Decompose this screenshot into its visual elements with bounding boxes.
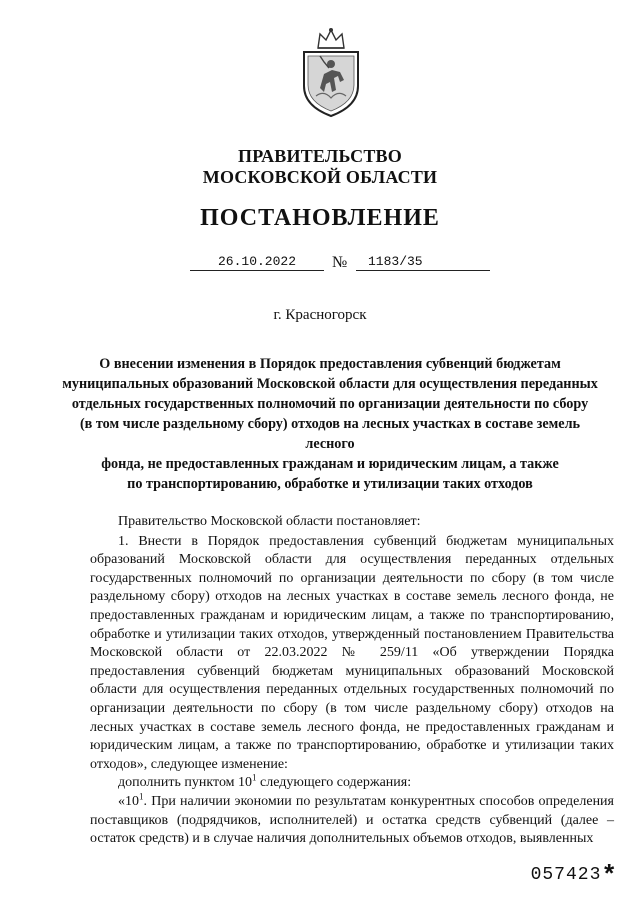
text: «10 bbox=[118, 793, 139, 809]
subject-line: муниципальных образований Московской области для осуществления переданных bbox=[62, 376, 598, 392]
document-date: 26.10.2022 bbox=[190, 254, 324, 271]
document-number: 1183/35 bbox=[356, 254, 490, 271]
org-line-1: ПРАВИТЕЛЬСТВО bbox=[238, 146, 402, 166]
asterisk-mark: * bbox=[601, 861, 618, 891]
city: г. Красногорск bbox=[273, 307, 367, 323]
paragraph-item-1: 1. Внести в Порядок предоставления субвенций бюджетам муниципальных образований Московской области для осуществления переданных отдельных государственных полномочий по организации деятельности по сбору (в том числе раздельному сбору) отходов на лесных участках в составе земель лесного фонда, не предоставленных гражданам и юридическим лицам, а также по транспортированию, обработке и утилизации таких отходов, утвержденный постановлением Правительства Московской области от 22.03.2022 № 259/11 «Об утверждении Порядка предоставления субвенций бюджетам муниципальных образований Московской области для осуществления переданных отдельных государственных полномочий по организации деятельности по сбору (в том числе раздельному сбору) отходов на лесных участках в составе земель лесного фонда, не предоставленных гражданам и юридическим лицам, а также по транспортированию, обработке и утилизации таких отходов», следующее изменение: bbox=[90, 533, 614, 772]
subject-line: (в том числе раздельному сбору) отходов на лесных участках в составе земель лесного bbox=[79, 416, 581, 452]
subject-line: отдельных государственных полномочий по организации деятельности по сбору bbox=[71, 396, 589, 412]
superscript: 1 bbox=[252, 772, 257, 783]
paragraph-preamble: Правительство Московской области постановляет: bbox=[118, 514, 421, 529]
paragraph-new-clause bbox=[90, 793, 614, 849]
document-body bbox=[90, 513, 614, 849]
number-sign: № bbox=[332, 254, 348, 271]
subject-line: по транспортированию, обработке и утилизации таких отходов bbox=[127, 476, 533, 492]
subject-line: О внесении изменения в Порядок предоставления субвенций бюджетам bbox=[99, 356, 561, 372]
paragraph-amendment-intro bbox=[90, 774, 614, 793]
text: следующего содержания: bbox=[256, 775, 412, 791]
document-subject bbox=[60, 354, 600, 494]
government-name bbox=[0, 146, 640, 188]
date-number-line bbox=[190, 254, 490, 276]
document-type: ПОСТАНОВЛЕНИЕ bbox=[200, 205, 440, 231]
serial-number: 057423 bbox=[530, 865, 602, 885]
serial-stamp bbox=[531, 861, 618, 891]
superscript: 1 bbox=[139, 791, 144, 802]
text: дополнить пунктом 10 bbox=[118, 775, 253, 791]
org-line-2: МОСКОВСКОЙ ОБЛАСТИ bbox=[202, 167, 438, 187]
subject-line: фонда, не предоставленных гражданам и юридическим лицам, а также bbox=[101, 456, 559, 472]
text: . При наличии экономии по результатам конкурентных способов определения поставщиков (подрядчиков, исполнителей) и остатка средств субвенций (далее – остаток средств) и в случае наличия дополнительных объемов отходов, выявленных bbox=[90, 793, 614, 847]
coat-of-arms-emblem bbox=[298, 26, 364, 118]
